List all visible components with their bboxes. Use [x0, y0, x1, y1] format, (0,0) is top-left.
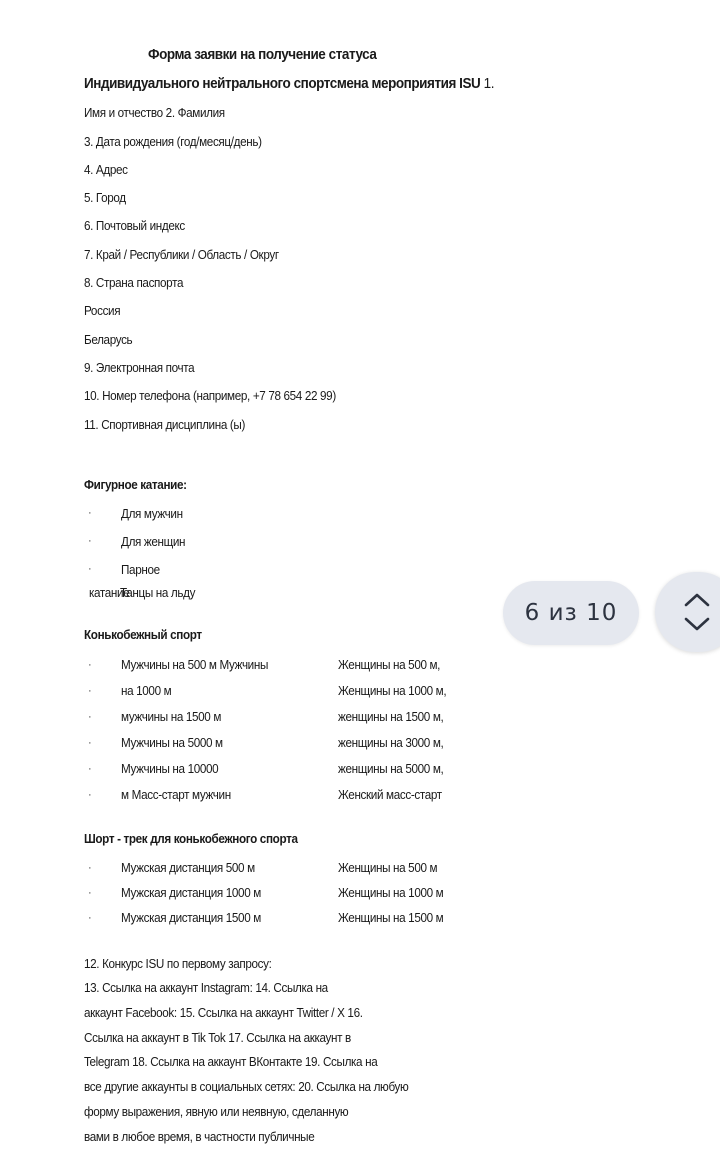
- short-track-women-event: Женщины на 500 м: [338, 860, 438, 875]
- speed-skating-women-event: женщины на 5000 м,: [338, 761, 444, 776]
- short-track-heading: Шорт - трек для конькобежного спорта: [84, 831, 298, 846]
- bullet-icon: ·: [88, 507, 92, 519]
- footer-line: аккаунт Facebook: 15. Ссылка на аккаунт Twitter / X 16.: [84, 1005, 363, 1020]
- figure-skating-women: Для женщин: [121, 534, 186, 549]
- field-address: 4. Адрес: [84, 162, 128, 177]
- bullet-icon: ·: [88, 763, 92, 775]
- bullet-icon: ·: [88, 887, 92, 899]
- option-russia: Россия: [84, 303, 121, 318]
- speed-skating-heading: Конькобежный спорт: [84, 627, 202, 642]
- bullet-icon: ·: [88, 789, 92, 801]
- footer-line: форму выражения, явную или неявную, сделанную: [84, 1104, 349, 1119]
- form-title-line2: [84, 75, 494, 92]
- speed-skating-men-event: Мужчины на 5000 м: [121, 735, 223, 750]
- footer-line: 12. Конкурс ISU по первому запросу:: [84, 956, 272, 971]
- speed-skating-women-event: женщины на 1500 м,: [338, 709, 444, 724]
- form-title-line2-text: Индивидуального нейтрального спортсмена мероприятия ISU: [84, 75, 481, 92]
- form-title-number: 1.: [483, 75, 495, 92]
- footer-line: Telegram 18. Ссылка на аккаунт ВКонтакте 19. Ссылка на: [84, 1054, 378, 1069]
- figure-skating-pairs-top: Парное: [121, 562, 160, 577]
- short-track-women-event: Женщины на 1500 м: [338, 910, 444, 925]
- figure-skating-heading: Фигурное катание:: [84, 477, 187, 492]
- footer-line: все другие аккаунты в социальных сетях: 20. Ссылка на любую: [84, 1079, 409, 1094]
- field-phone: 10. Номер телефона (например, +7 78 654 22 99): [84, 388, 336, 403]
- short-track-men-event: Мужская дистанция 500 м: [121, 860, 255, 875]
- short-track-women-event: Женщины на 1000 м: [338, 885, 444, 900]
- form-title-line1: Форма заявки на получение статуса: [148, 46, 377, 63]
- field-discipline: 11. Спортивная дисциплина (ы): [84, 417, 245, 432]
- field-email: 9. Электронная почта: [84, 360, 195, 375]
- figure-skating-ice-dance: Танцы на льду: [120, 585, 196, 600]
- bullet-icon: ·: [88, 711, 92, 723]
- speed-skating-women-event: Женский масс-старт: [338, 787, 442, 802]
- speed-skating-men-event: м Масс-старт мужчин: [121, 787, 231, 802]
- speed-skating-women-event: женщины на 3000 м,: [338, 735, 444, 750]
- page-indicator[interactable]: 6 из 10: [503, 581, 639, 645]
- chevron-up-down-icon: [683, 592, 711, 632]
- footer-line: Ссылка на аккаунт в Tik Tok 17. Ссылка на аккаунт в: [84, 1030, 351, 1045]
- field-postal-code: 6. Почтовый индекс: [84, 218, 185, 233]
- field-name: Имя и отчество 2. Фамилия: [84, 105, 225, 120]
- footer-line: вами в любое время, в частности публичные: [84, 1129, 315, 1144]
- figure-skating-men: Для мужчин: [121, 506, 183, 521]
- speed-skating-men-event: на 1000 м: [121, 683, 172, 698]
- field-birthdate: 3. Дата рождения (год/месяц/день): [84, 134, 262, 149]
- field-city: 5. Город: [84, 190, 126, 205]
- speed-skating-men-event: Мужчины на 500 м Мужчины: [121, 657, 269, 672]
- footer-line: 13. Ссылка на аккаунт Instagram: 14. Ссылка на: [84, 980, 328, 995]
- bullet-icon: ·: [88, 685, 92, 697]
- short-track-men-event: Мужская дистанция 1500 м: [121, 910, 261, 925]
- bullet-icon: ·: [88, 737, 92, 749]
- bullet-icon: ·: [88, 535, 92, 547]
- speed-skating-women-event: Женщины на 500 м,: [338, 657, 441, 672]
- bullet-icon: ·: [88, 912, 92, 924]
- speed-skating-men-event: Мужчины на 10000: [121, 761, 219, 776]
- option-belarus: Беларусь: [84, 332, 133, 347]
- bullet-icon: ·: [88, 659, 92, 671]
- bullet-icon: ·: [88, 862, 92, 874]
- speed-skating-men-event: мужчины на 1500 м: [121, 709, 222, 724]
- field-region: 7. Край / Республики / Область / Округ: [84, 247, 279, 262]
- speed-skating-women-event: Женщины на 1000 м,: [338, 683, 447, 698]
- field-passport-country: 8. Страна паспорта: [84, 275, 184, 290]
- bullet-icon: ·: [88, 563, 92, 575]
- figure-skating-pairs-bottom: катание: [89, 585, 130, 600]
- short-track-men-event: Мужская дистанция 1000 м: [121, 885, 261, 900]
